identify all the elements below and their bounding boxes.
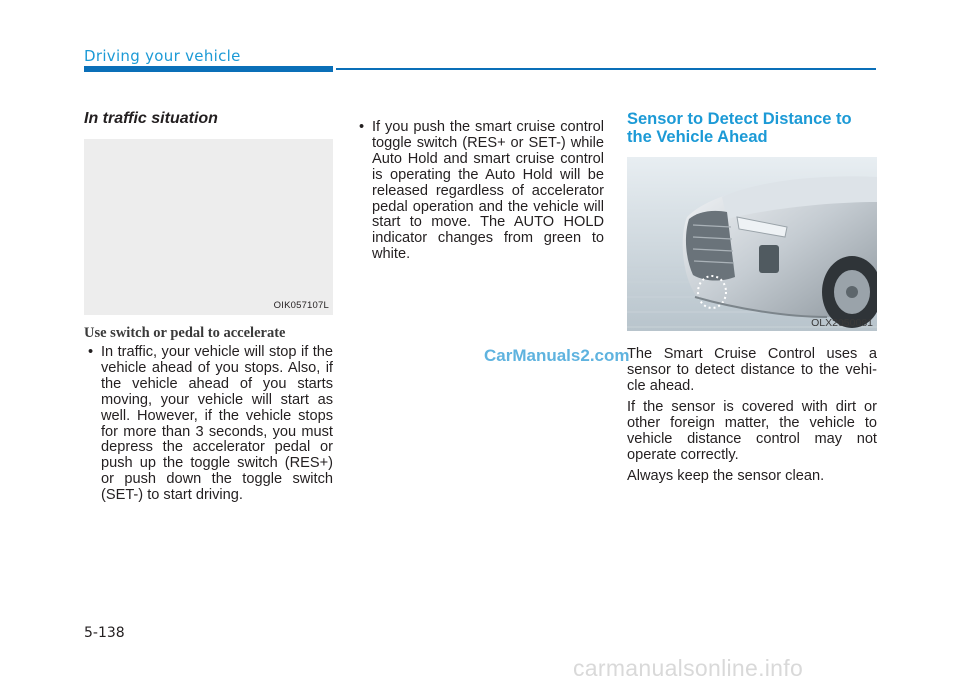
header-rule-thick [84, 66, 333, 72]
auto-hold-bullet [359, 120, 604, 270]
watermark-link[interactable]: CarManuals2.com [484, 346, 630, 365]
traffic-bullet-text: In traffic, your vehicle will stop if the vehicle ahead of you stops. Also, if the vehicle ahead of you starts moving, your vehicle will start as well. However, if the vehicle stops for more than 3 seconds, you must depress the accelerator pedal or push up the toggle switch (RES+) or push down the toggle switch (SET-) to start driving. [101, 344, 333, 504]
sensor-heading: Sensor to Detect Distance to the Vehicle Ahead [627, 110, 852, 146]
bullet-marker: • [359, 119, 365, 135]
sensor-photo [627, 157, 877, 331]
header-rule-thin [336, 68, 876, 70]
illustration-caption: OIK057107L [273, 300, 329, 311]
sensor-paragraph-1: The Smart Cruise Control uses a sensor to detect distance to the vehi-cle ahead. [627, 346, 877, 394]
sensor-paragraph-3: Always keep the sensor clean. [627, 468, 825, 484]
sensor-paragraph-2: If the sensor is covered with dirt or other foreign matter, the vehicle to vehicle distance control may not operate correctly. [627, 399, 877, 463]
traffic-heading: In traffic situation [84, 110, 218, 127]
photo-caption: OLX2050081 [811, 317, 873, 329]
suv-front-illustration [627, 157, 877, 331]
bullet-marker: • [88, 344, 94, 360]
auto-hold-bullet-text: If you push the smart cruise control toggle switch (RES+ or SET-) while Auto Hold and smart cruise control is operating the Auto Hold will be released regardless of accelerator pedal operation and the vehicle will start to move. The AUTO HOLD indicator changes from green to white. [372, 119, 604, 263]
page-number: 5-138 [84, 625, 125, 641]
traffic-bullet [88, 345, 333, 515]
illustration-placeholder [84, 139, 333, 315]
section-title: Driving your vehicle [84, 47, 241, 65]
footer-watermark[interactable]: carmanualsonline.info [573, 655, 804, 681]
accelerate-subheading: Use switch or pedal to accelerate [84, 325, 286, 341]
